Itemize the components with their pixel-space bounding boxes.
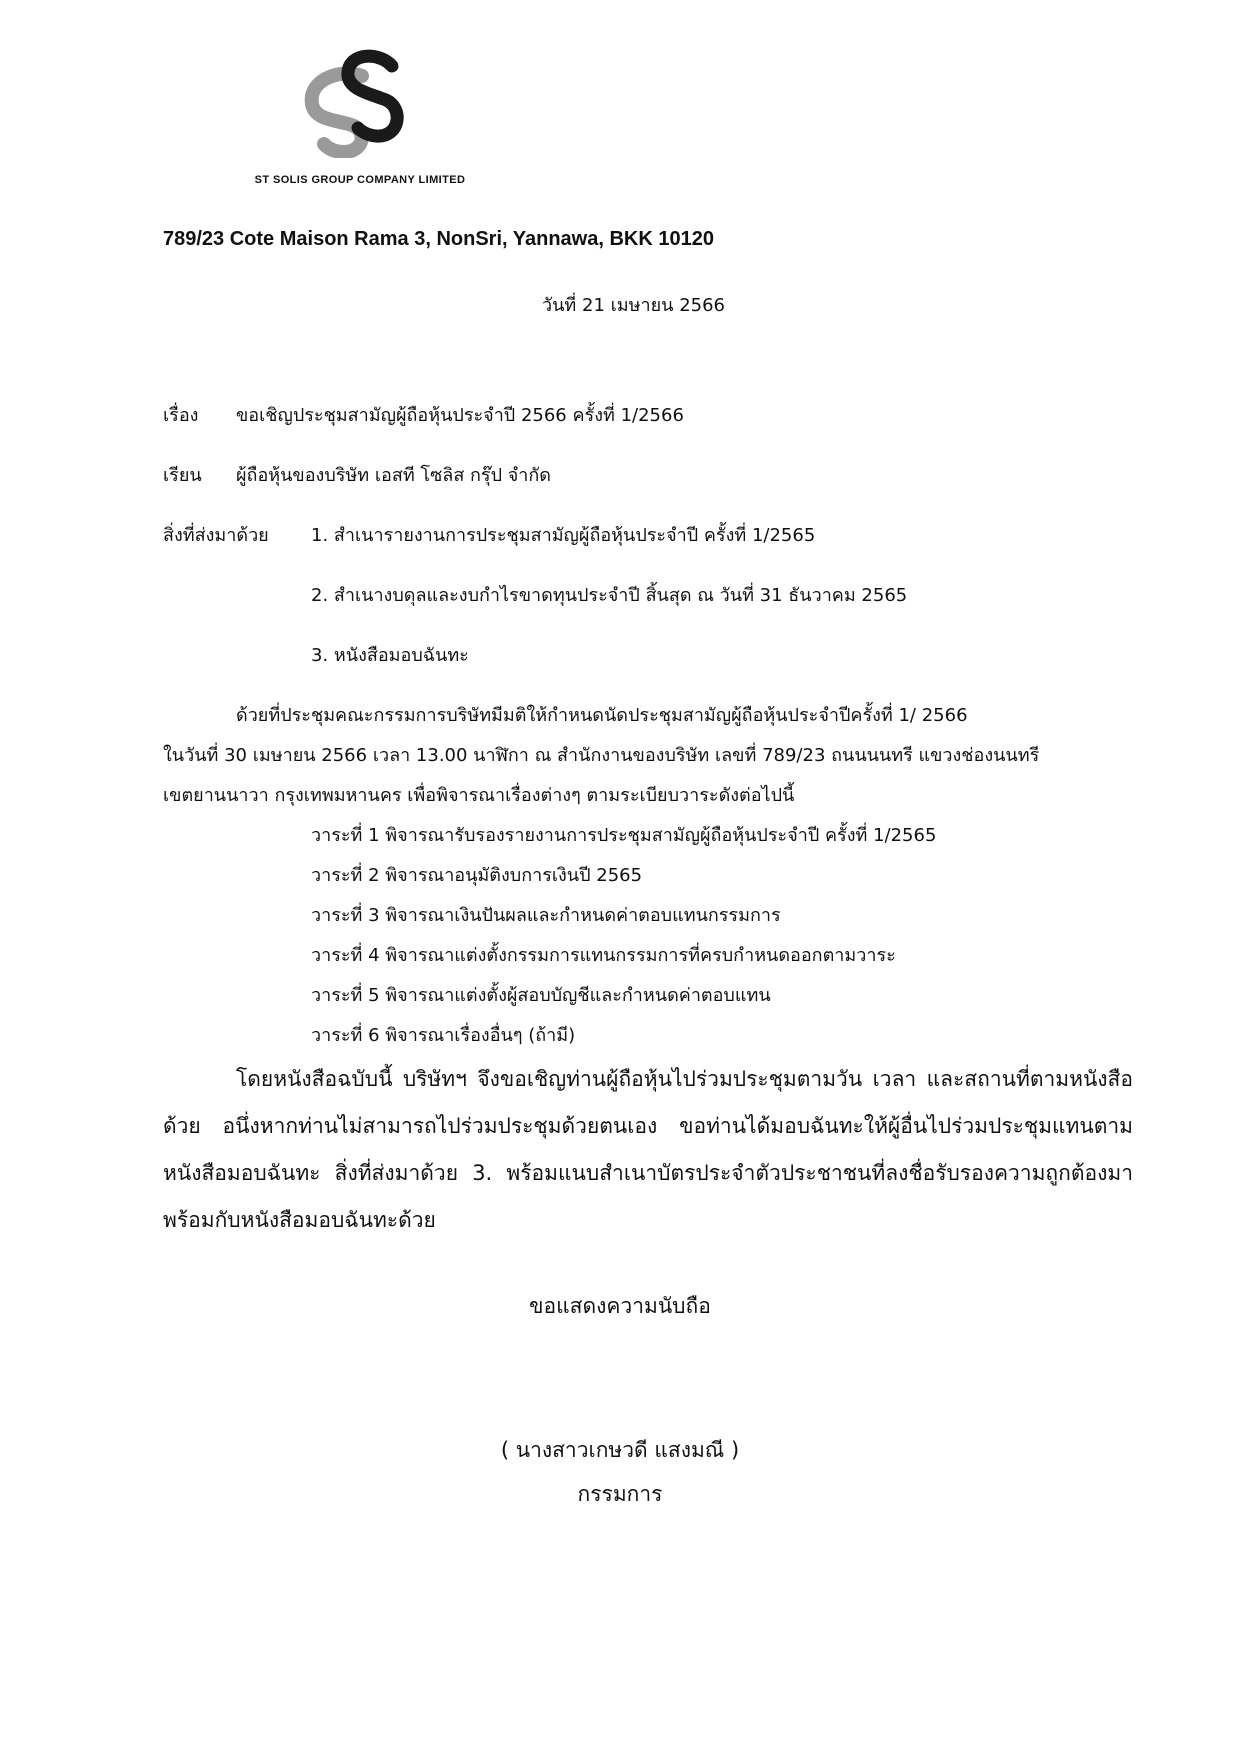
- enclosures-label: สิ่งที่ส่งมาด้วย: [163, 525, 269, 546]
- subject-label: เรื่อง: [163, 405, 199, 426]
- logo-dark-curve: [348, 56, 397, 136]
- company-name: ST SOLIS GROUP COMPANY LIMITED: [254, 174, 466, 186]
- signatory-name: ( นางสาวเกษวดี แสงมณี ): [500, 1438, 740, 1462]
- agenda-item: วาระที่ 3 พิจารณาเงินปันผลและกำหนดค่าตอบแทนกรรมการ: [311, 905, 781, 926]
- body-intro-line: เขตยานนาวา กรุงเทพมหานคร เพื่อพิจารณาเรื่องต่างๆ ตามระเบียบวาระดังต่อไปนี้: [163, 785, 795, 806]
- body-closing-line: ด้วย อนึ่งหากท่านไม่สามารถไปร่วมประชุมด้วยตนเอง ขอท่านได้มอบฉันทะให้ผู้อื่นไปร่วมประชุมแทนตาม: [163, 1114, 1133, 1138]
- body-closing-line: หนังสือมอบฉันทะ สิ่งที่ส่งมาด้วย 3. พร้อมแนบสำเนาบัตรประจำตัวประชาชนที่ลงชื่อรับรองความถูกต้องมา: [163, 1161, 1133, 1185]
- body-closing-line: พร้อมกับหนังสือมอบฉันทะด้วย: [163, 1208, 436, 1232]
- enclosure-item: 3. หนังสือมอบฉันทะ: [311, 645, 469, 666]
- agenda-item: วาระที่ 2 พิจารณาอนุมัติงบการเงินปี 2565: [311, 865, 643, 886]
- company-address: 789/23 Cote Maison Rama 3, NonSri, Yannawa, BKK 10120: [163, 228, 714, 250]
- subject-text: ขอเชิญประชุมสามัญผู้ถือหุ้นประจำปี 2566 ครั้งที่ 1/2566: [236, 405, 684, 426]
- recipient-text: ผู้ถือหุ้นของบริษัท เอสที โซลิส กรุ๊ป จำกัด: [236, 465, 551, 486]
- letter-date: วันที่ 21 เมษายน 2566: [542, 295, 725, 316]
- agenda-item: วาระที่ 4 พิจารณาแต่งตั้งกรรมการแทนกรรมการที่ครบกำหนดออกตามวาระ: [311, 945, 896, 966]
- signatory-title: กรรมการ: [577, 1482, 663, 1506]
- enclosure-item: 2. สำเนางบดุลและงบกำไรขาดทุนประจำปี สิ้นสุด ณ วันที่ 31 ธันวาคม 2565: [311, 585, 908, 606]
- agenda-item: วาระที่ 1 พิจารณารับรองรายงานการประชุมสามัญผู้ถือหุ้นประจำปี ครั้งที่ 1/2565: [311, 825, 937, 846]
- sign-off: ขอแสดงความนับถือ: [529, 1294, 711, 1318]
- body-intro-line: ในวันที่ 30 เมษายน 2566 เวลา 13.00 นาฬิกา ณ สำนักงานของบริษัท เลขที่ 789/23 ถนนนนทรี แขวงช่องนนทรี: [163, 745, 1040, 766]
- recipient-label: เรียน: [163, 465, 202, 486]
- body-closing-line: โดยหนังสือฉบับนี้ บริษัทฯ จึงขอเชิญท่านผู้ถือหุ้นไปร่วมประชุมตามวัน เวลา และสถานที่ตามหนังสือ: [236, 1067, 1133, 1091]
- company-logo: [300, 48, 420, 158]
- agenda-item: วาระที่ 6 พิจารณาเรื่องอื่นๆ (ถ้ามี): [311, 1025, 576, 1046]
- agenda-item: วาระที่ 5 พิจารณาแต่งตั้งผู้สอบบัญชีและกำหนดค่าตอบแทน: [311, 985, 771, 1006]
- enclosure-item: 1. สำเนารายงานการประชุมสามัญผู้ถือหุ้นประจำปี ครั้งที่ 1/2565: [311, 525, 816, 546]
- body-intro-line: ด้วยที่ประชุมคณะกรรมการบริษัทมีมติให้กำหนดนัดประชุมสามัญผู้ถือหุ้นประจำปีครั้งที่ 1/ 2566: [236, 705, 968, 726]
